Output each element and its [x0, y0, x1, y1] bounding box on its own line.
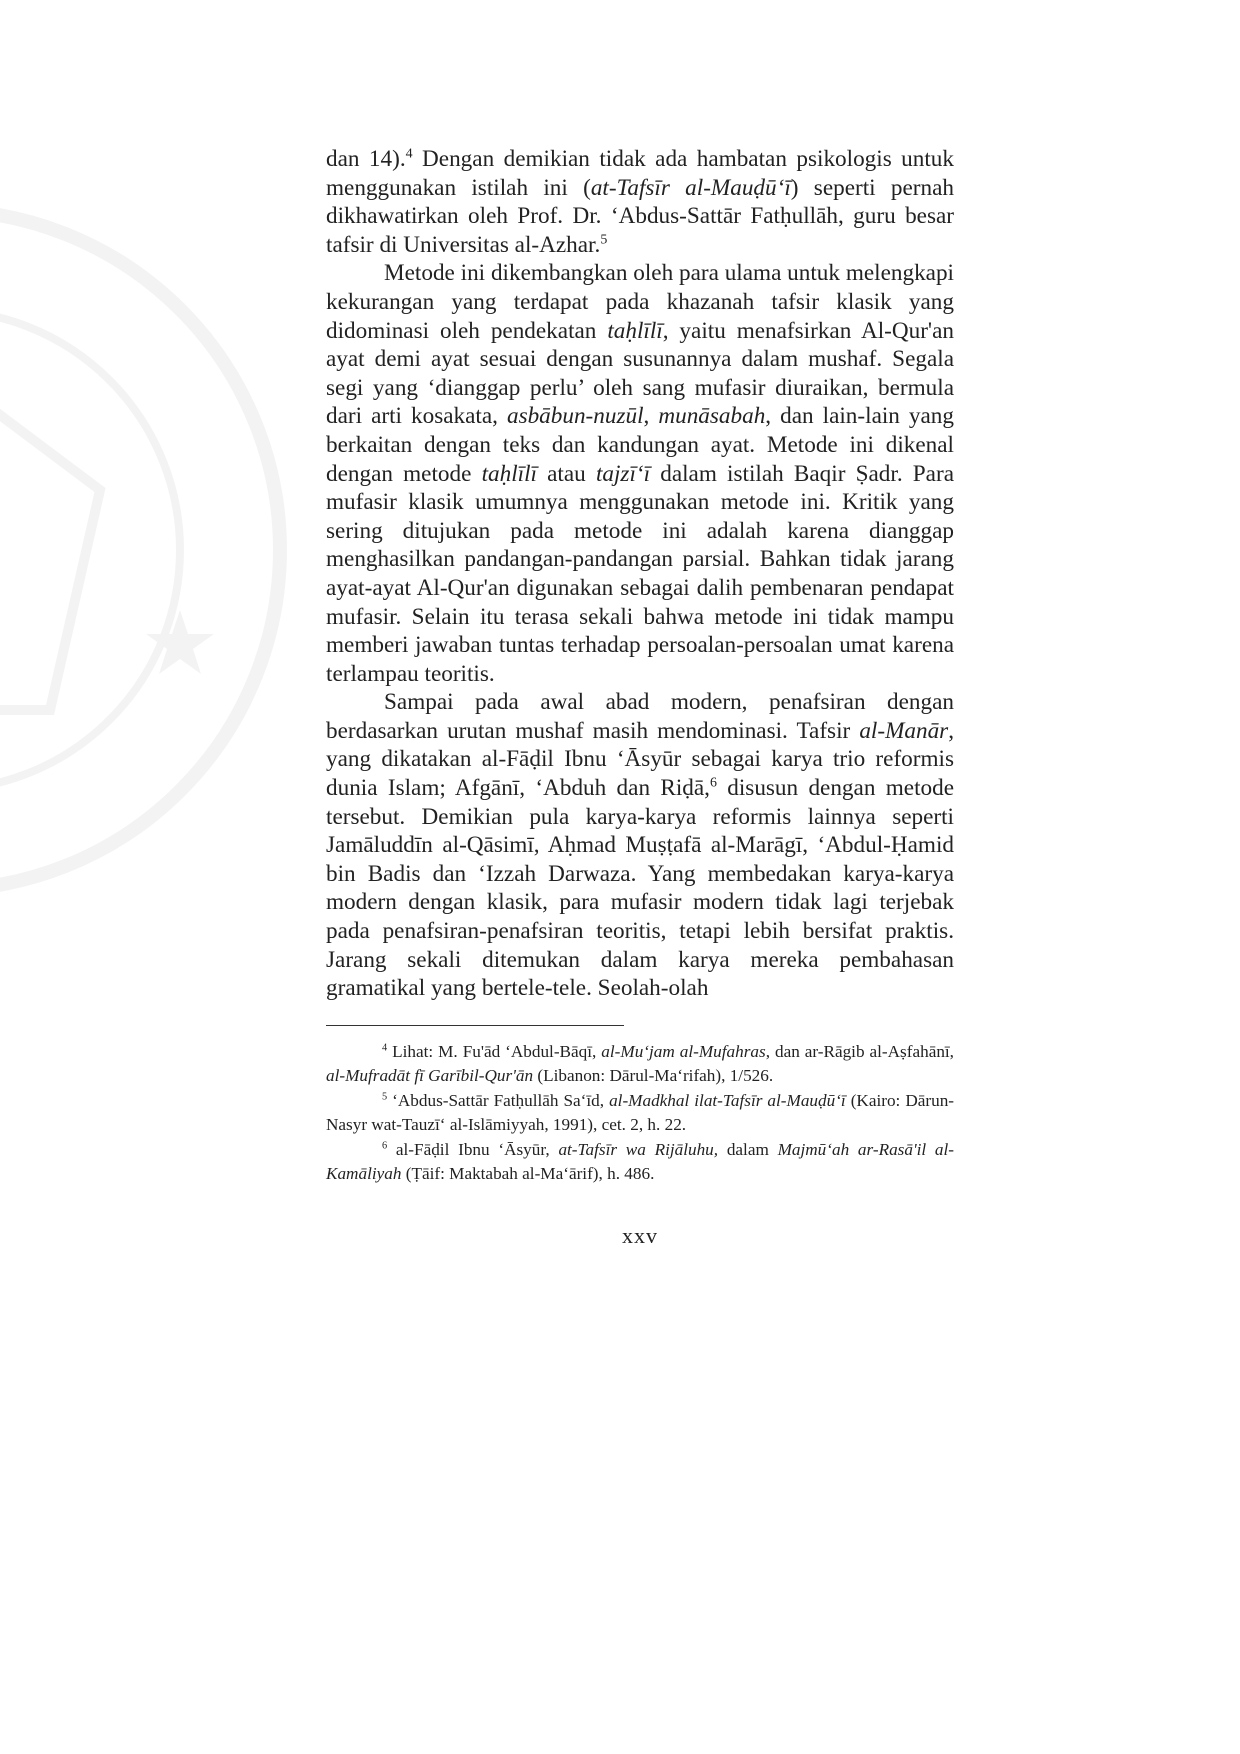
text-run: (Ṭāif: Maktabah al-Ma‘ārif), h. 486.: [401, 1164, 655, 1184]
text-run: ,: [643, 403, 659, 430]
footnote-6: [326, 1138, 954, 1187]
text-run: Sampai pada awal abad modern, penafsiran dengan berdasarkan urutan mushaf masih mendominasi. Tafsir: [326, 689, 954, 744]
italic-title: al-Madkhal ilat-Tafsīr al-Mauḍū‘ī: [609, 1090, 846, 1110]
text-run: (Kairo: Dārun-Nasyr wat-Tauzī‘ al-Islāmiyyah, 1991), cet. 2, h. 22.: [326, 1090, 955, 1135]
paragraph-3: [326, 688, 954, 1003]
italic-term: tajzī‘ī: [595, 460, 651, 487]
paragraph-1: [326, 145, 954, 259]
footnote-ref-5[interactable]: 5: [600, 232, 608, 248]
page: [326, 145, 954, 1249]
text-run: disusun dengan metode tersebut. Demikian pula karya-karya reformis lainnya seperti Jamāluddīn al-Qāsimī, Aḥmad Muṣṭafā al-Marāgī, ‘Abdul-Ḥamid bin Badis dan ‘Izzah Darwaza. Yang membedakan karya-karya modern dengan klasik, para mufasir modern tidak lagi terjebak pada penafsiran-penafsiran teoritis, tetapi lebih bersifat praktis. Jarang sekali ditemukan dalam karya mereka pembahasan gramatikal yang bertele-tele. Seolah-olah: [326, 775, 954, 1002]
italic-term: taḥlīlī: [481, 460, 537, 487]
italic-term: taḥlīlī: [607, 317, 663, 344]
italic-term: at-Tafsīr al-Mauḍū‘ī: [590, 174, 791, 201]
text-run: ) seperti pernah dikhawatirkan oleh Prof. Dr. ‘Abdus-Sattār Fatḥullāh, guru besar tafsir di Universitas al-Azhar.: [326, 174, 954, 258]
footnote-number: 4: [382, 1042, 388, 1054]
text-run: Lihat: M. Fu'ād ‘Abdul-Bāqī,: [387, 1041, 602, 1061]
italic-title: Majmū‘ah ar-Rasā'il al-Kamāliyah: [326, 1139, 955, 1184]
watermark-seal-icon: [0, 190, 300, 910]
text-run: atau: [536, 460, 596, 487]
text-run: ‘Abdus-Sattār Fatḥullāh Sa‘īd,: [387, 1090, 610, 1110]
text-run: Metode ini dikembangkan oleh para ulama untuk melengkapi kekurangan yang terdapat pada khazanah tafsir klasik yang didominasi oleh pendekatan: [326, 260, 954, 344]
footnote-ref-6[interactable]: 6: [709, 775, 717, 791]
text-run: , yang dikatakan al-Fāḍil Ibnu ‘Āsyūr sebagai karya trio reformis dunia Islam; Afgānī, ‘Abduh dan Riḍā,: [326, 717, 954, 802]
footnote-4: [326, 1040, 954, 1089]
text-run: , yaitu menafsirkan Al-Qur'an ayat demi ayat sesuai dengan susunannya dalam mushaf. Segala segi yang ‘dianggap perlu’ oleh sang mufasir diuraikan, bermula dari arti kosakata,: [326, 317, 954, 430]
footnote-number: 5: [382, 1091, 388, 1103]
italic-title: al-Mu‘jam al-Mufahras: [601, 1041, 766, 1061]
body-text: [326, 145, 954, 1003]
footnote-number: 6: [382, 1140, 388, 1152]
text-run: Dengan demikian tidak ada hambatan psikologis untuk menggunakan istilah ini (: [326, 146, 954, 201]
footnote-ref-4[interactable]: 4: [405, 146, 413, 162]
text-run: dan 14).: [326, 146, 406, 172]
italic-title: al-Mufradāt fī Garībil-Qur'ān: [326, 1066, 534, 1086]
text-run: , dan ar-Rāgib al-Aṣfahānī,: [765, 1041, 954, 1061]
text-run: dalam istilah Baqir Ṣadr. Para mufasir klasik umumnya menggunakan metode ini. Kritik yang sering ditujukan pada metode ini adalah karena dianggap menghasilkan pandangan-pandangan parsial. Bahkan tidak jarang ayat-ayat Al-Qur'an digunakan sebagai dalih pembenaran pendapat mufasir. Selain itu terasa sekali bahwa metode ini tidak mampu memberi jawaban tuntas terhadap persoalan-persoalan umat karena terlampau teoritis.: [326, 460, 954, 687]
text-run: , dan lain-lain yang berkaitan dengan teks dan kandungan ayat. Metode ini dikenal dengan metode: [326, 403, 954, 487]
footnotes: [326, 1040, 954, 1187]
page-number: xxv: [622, 1222, 658, 1248]
italic-term: al-Manār: [859, 717, 949, 744]
italic-term: asbābun-nuzūl: [506, 403, 644, 430]
text-run: (Libanon: Dārul-Ma‘rifah), 1/526.: [533, 1066, 774, 1086]
italic-term: munāsabah: [658, 403, 766, 430]
text-run: dalam: [718, 1139, 778, 1159]
paragraph-2: [326, 259, 954, 688]
italic-title: at-Tafsīr wa Rijāluhu,: [558, 1139, 719, 1159]
footnote-divider: [326, 1025, 624, 1026]
footnote-5: [326, 1089, 954, 1138]
text-run: al-Fāḍil Ibnu ‘Āsyūr,: [387, 1139, 559, 1159]
